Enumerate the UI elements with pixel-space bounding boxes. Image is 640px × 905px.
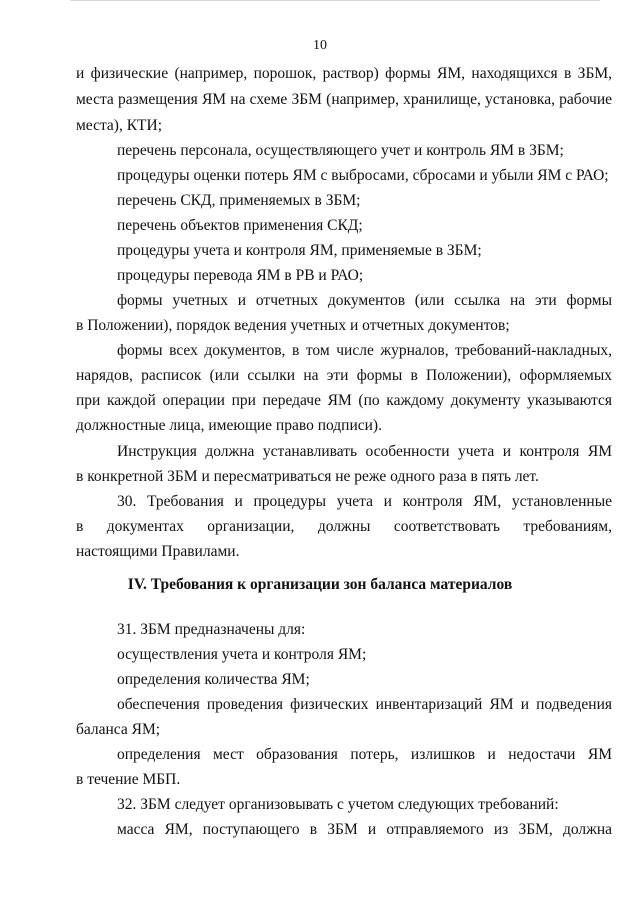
text-line: масса ЯМ, поступающего в ЗБМ и отправляемого из ЗБМ, должна <box>117 821 612 838</box>
text-line: Инструкция должна устанавливать особенности учета и контроля ЯМ <box>117 443 612 460</box>
text-line: осуществления учета и контроля ЯМ; <box>117 646 367 663</box>
text-line: формы всех документов, в том числе журналов, требований-накладных, <box>117 342 612 359</box>
text-line: нарядов, расписок (или ссылки на эти формы в Положении), оформляемых <box>76 367 612 384</box>
section-heading: IV. Требования к организации зон баланса материалов <box>127 576 513 593</box>
text-line: настоящими Правилами. <box>76 543 240 560</box>
text-line: перечень СКД, применяемых в ЗБМ; <box>117 192 361 209</box>
text-line: процедуры оценки потерь ЯМ с выбросами, сбросами и убыли ЯМ с РАО; <box>117 167 609 184</box>
text-line: места размещения ЯМ на схеме ЗБМ (например, хранилище, установка, рабочие <box>76 91 612 108</box>
text-line: при каждой операции при передаче ЯМ (по каждому документу указываются <box>76 392 612 409</box>
text-line: 31. ЗБМ предназначены для: <box>117 621 306 638</box>
text-line: процедуры учета и контроля ЯМ, применяемые в ЗБМ; <box>117 242 482 259</box>
text-line: формы учетных и отчетных документов (или ссылка на эти формы <box>117 292 612 309</box>
text-line: 30. Требования и процедуры учета и контроля ЯМ, установленные <box>117 493 612 510</box>
text-line: в конкретной ЗБМ и пересматриваться не реже одного раза в пять лет. <box>76 468 539 485</box>
text-line: обеспечения проведения физических инвентаризаций ЯМ и подведения <box>117 696 612 713</box>
text-line: в Положении), порядок ведения учетных и отчетных документов; <box>76 317 510 334</box>
text-line: и физические (например, порошок, раствор) формы ЯМ, находящихся в ЗБМ, <box>76 65 612 82</box>
text-line: в документах организации, должны соответствовать требованиям, <box>76 518 612 535</box>
text-line: места), КТИ; <box>76 117 163 134</box>
text-line: баланса ЯМ; <box>76 721 161 738</box>
text-line: определения количества ЯМ; <box>117 671 310 688</box>
text-line: в течение МБП. <box>76 771 181 788</box>
top-edge-rule <box>70 0 600 1</box>
text-line: перечень персонала, осуществляющего учет и контроль ЯМ в ЗБМ; <box>117 142 564 159</box>
text-line: определения мест образования потерь, излишков и недостачи ЯМ <box>117 746 612 763</box>
text-line: процедуры перевода ЯМ в РВ и РАО; <box>117 267 364 284</box>
text-line: должностные лица, имеющие право подписи). <box>76 417 382 434</box>
page-number: 10 <box>313 38 327 53</box>
text-line: перечень объектов применения СКД; <box>117 217 363 234</box>
text-line: 32. ЗБМ следует организовывать с учетом следующих требований: <box>117 796 559 813</box>
